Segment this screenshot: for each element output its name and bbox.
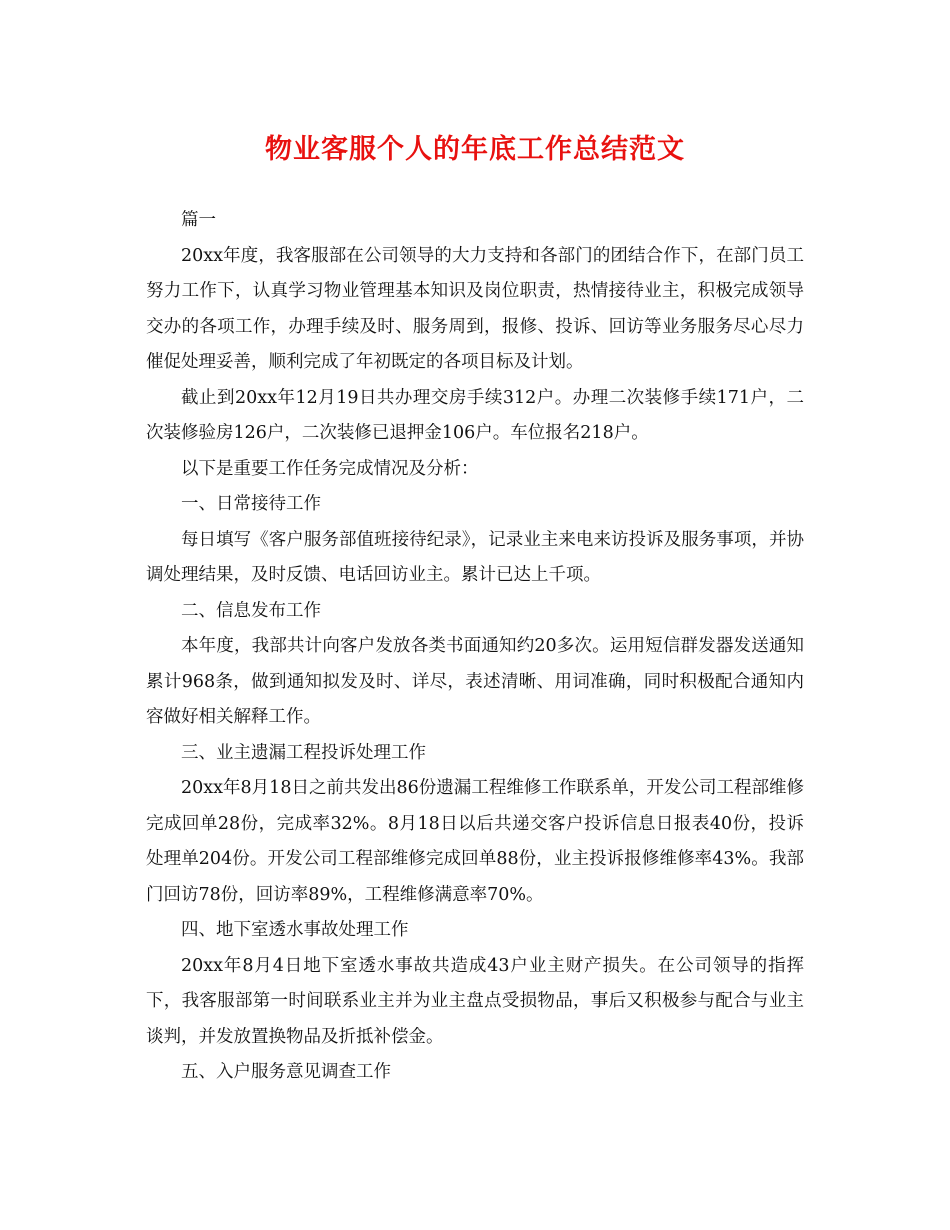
paragraph-heading-part-one: 篇一 xyxy=(181,210,216,230)
paragraph-handover-statistics: 截止到20xx年12月19日共办理交房手续312户。办理二次装修手续171户，二次装修验房126户，二次装修已退押金106户。车位报名218户。 xyxy=(146,387,804,443)
paragraph-annual-overview: 20xx年度，我客服部在公司领导的大力支持和各部门的团结合作下，在部门员工努力工作下，认真学习物业管理基本知识及岗位职责，热情接待业主，积极完成领导交办的各项工作，办理手续及时、服务周到，报修、投诉、回访等业务服务尽心尽力催促处理妥善，顺利完成了年初既定的各项目标及计划。 xyxy=(146,245,804,372)
paragraph-daily-reception: 每日填写《客户服务部值班接待纪录》，记录业主来电来访投诉及服务事项，并协调处理结果，及时反馈、电话回访业主。累计已达上千项。 xyxy=(146,529,804,585)
section-heading-basement-leak: 四、地下室透水事故处理工作 xyxy=(181,920,409,940)
document-body xyxy=(146,203,804,1091)
document-title: 物业客服个人的年底工作总结范文 xyxy=(265,134,685,165)
paragraph-information-release: 本年度，我部共计向客户发放各类书面通知约20多次。运用短信群发器发送通知累计968条，做到通知拟发及时、详尽，表述清晰、用词准确，同时积极配合通知内容做好相关解释工作。 xyxy=(146,636,804,727)
paragraph-complaint-handling: 20xx年8月18日之前共发出86份遗漏工程维修工作联系单，开发公司工程部维修完成回单28份，完成率32%。8月18日以后共递交客户投诉信息日报表40份，投诉处理单204份。开发公司工程部维修完成回单88份，业主投诉报修维修率43%。我部门回访78份，回访率89%，工程维修满意率70%。 xyxy=(146,778,804,905)
section-heading-information-release: 二、信息发布工作 xyxy=(181,600,321,621)
section-heading-home-survey: 五、入户服务意见调查工作 xyxy=(181,1062,391,1082)
section-heading-complaint-handling: 三、业主遗漏工程投诉处理工作 xyxy=(181,742,426,763)
section-heading-daily-reception: 一、日常接待工作 xyxy=(181,494,321,514)
paragraph-task-intro: 以下是重要工作任务完成情况及分析： xyxy=(181,458,479,479)
paragraph-basement-leak: 20xx年8月4日地下室透水事故共造成43户业主财产损失。在公司领导的指挥下，我客服部第一时间联系业主并为业主盘点受损物品，事后又积极参与配合与业主谈判，并发放置换物品及折抵补偿金。 xyxy=(146,955,804,1047)
